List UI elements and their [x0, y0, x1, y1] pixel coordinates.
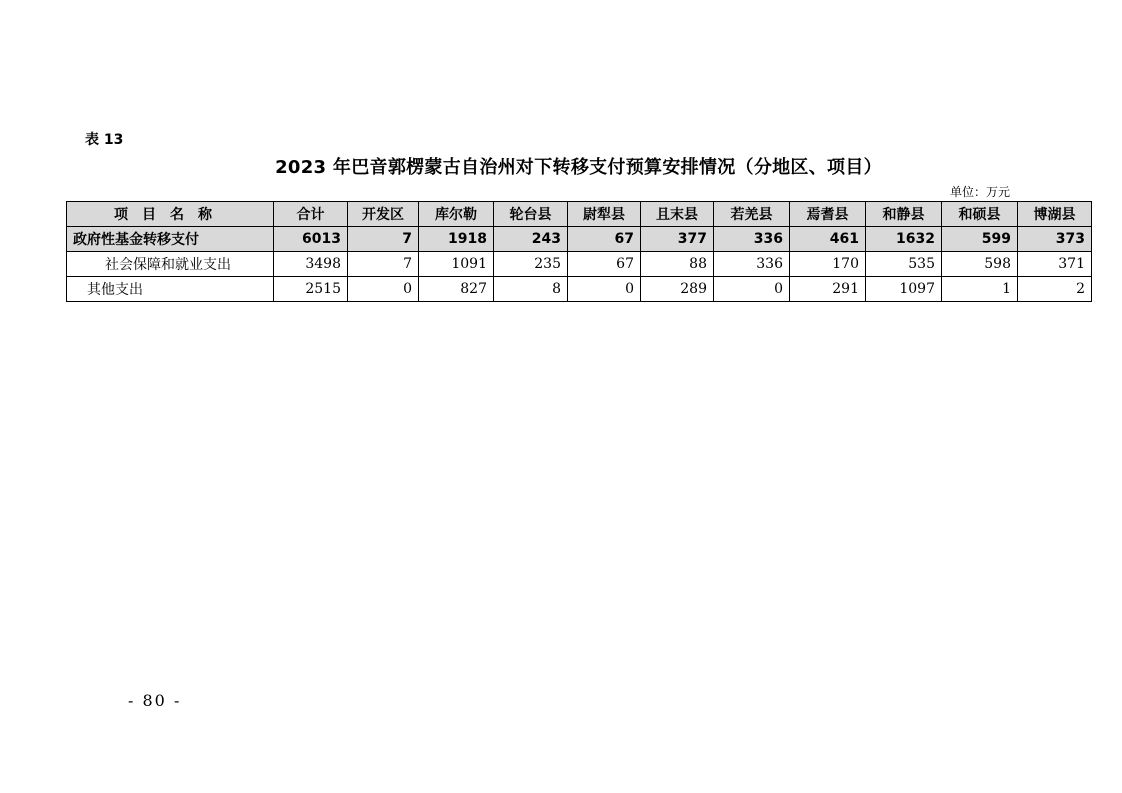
cell-luntai: 243: [494, 227, 568, 252]
column-header-total: 合计: [274, 202, 348, 227]
cell-yanqi: 170: [790, 252, 866, 277]
cell-total: 3498: [274, 252, 348, 277]
row-name: 政府性基金转移支付: [67, 227, 274, 252]
cell-heshuo: 1: [942, 277, 1018, 302]
unit-note: 单位：万元: [949, 185, 1010, 199]
column-header-qiemo: 且末县: [641, 202, 714, 227]
column-header-heshuo: 和硕县: [942, 202, 1018, 227]
cell-qiemo: 88: [641, 252, 714, 277]
cell-yanqi: 291: [790, 277, 866, 302]
table-row: [67, 277, 1092, 302]
cell-ruoqiang: 336: [714, 227, 790, 252]
column-header-yanqi: 焉耆县: [790, 202, 866, 227]
table-row: [67, 252, 1092, 277]
table-row-total: [67, 227, 1092, 252]
cell-kaifaqu: 7: [348, 227, 419, 252]
cell-qiemo: 377: [641, 227, 714, 252]
cell-yuli: 67: [568, 227, 641, 252]
cell-hejing: 535: [866, 252, 942, 277]
cell-heshuo: 598: [942, 252, 1018, 277]
table-label: 表 13: [85, 132, 124, 148]
document-title: 2023 年巴音郭楞蒙古自治州对下转移支付预算安排情况（分地区、项目）: [275, 157, 882, 178]
column-header-korla: 库尔勒: [419, 202, 494, 227]
budget-table: [66, 201, 1092, 302]
cell-hejing: 1097: [866, 277, 942, 302]
cell-hejing: 1632: [866, 227, 942, 252]
column-header-luntai: 轮台县: [494, 202, 568, 227]
cell-korla: 1918: [419, 227, 494, 252]
column-header-ruoqiang: 若羌县: [714, 202, 790, 227]
column-header-kaifaqu: 开发区: [348, 202, 419, 227]
cell-yanqi: 461: [790, 227, 866, 252]
header-row: [67, 202, 1092, 227]
cell-korla: 1091: [419, 252, 494, 277]
cell-yuli: 0: [568, 277, 641, 302]
cell-korla: 827: [419, 277, 494, 302]
cell-bohu: 373: [1018, 227, 1092, 252]
cell-total: 2515: [274, 277, 348, 302]
column-header-item-name: 项目名称: [67, 202, 274, 227]
cell-qiemo: 289: [641, 277, 714, 302]
column-header-yuli: 尉犁县: [568, 202, 641, 227]
cell-yuli: 67: [568, 252, 641, 277]
cell-kaifaqu: 0: [348, 277, 419, 302]
cell-total: 6013: [274, 227, 348, 252]
column-header-hejing: 和静县: [866, 202, 942, 227]
column-header-bohu: 博湖县: [1018, 202, 1092, 227]
page-number: - 80 -: [128, 691, 182, 710]
cell-heshuo: 599: [942, 227, 1018, 252]
row-name: 社会保障和就业支出: [67, 252, 274, 277]
cell-luntai: 235: [494, 252, 568, 277]
row-name: 其他支出: [67, 277, 274, 302]
cell-ruoqiang: 0: [714, 277, 790, 302]
cell-bohu: 371: [1018, 252, 1092, 277]
cell-luntai: 8: [494, 277, 568, 302]
cell-bohu: 2: [1018, 277, 1092, 302]
cell-kaifaqu: 7: [348, 252, 419, 277]
cell-ruoqiang: 336: [714, 252, 790, 277]
